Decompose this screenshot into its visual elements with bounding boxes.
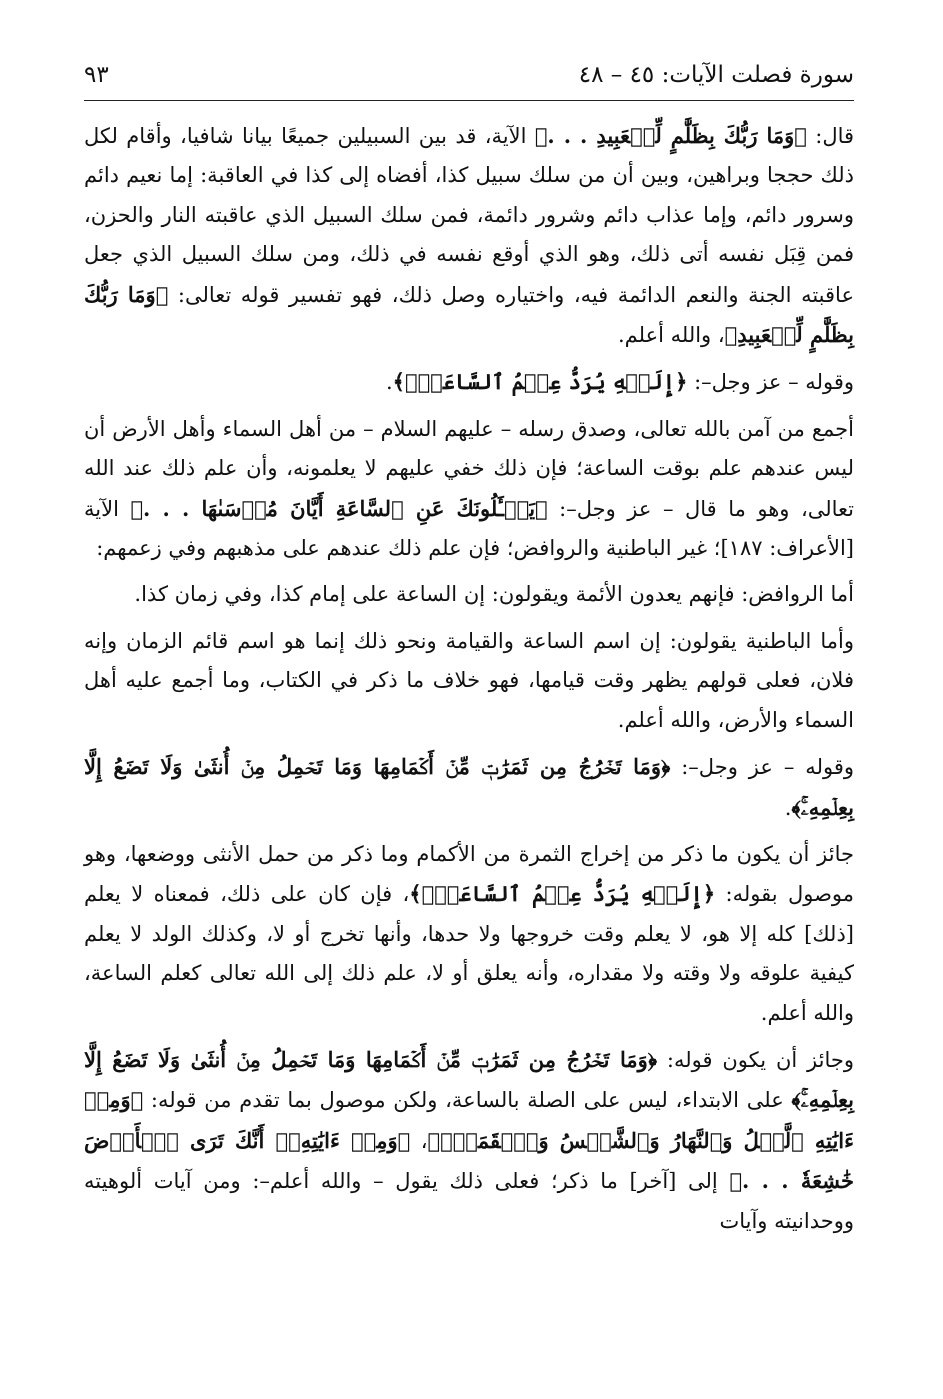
quran-quote: ﴿وَمَا تَخۡرُجُ مِن ثَمَرَٰتٖ مِّنۡ أَكۡمَامِهَا وَمَا تَحۡمِلُ مِنۡ أُنثَىٰ وَلَا تَضَعُ إِلَّا بِعِلۡمِهِۦۚ﴾ (84, 754, 854, 820)
quran-quote: ﴿وَمَا تَخۡرُجُ مِن ثَمَرَٰتٖ مِّنۡ أَكۡمَامِهَا وَمَا تَحۡمِلُ مِنۡ أُنثَىٰ وَلَا تَضَعُ إِلَّا بِعِلۡمِهِۦۚ﴾ (84, 1046, 854, 1113)
text-segment: أما الروافض: فإنهم يعدون الأئمة ويقولون: إن الساعة على إمام كذا، وفي زمان كذا. (134, 582, 854, 607)
paragraph (84, 575, 854, 614)
paragraph (84, 835, 854, 1033)
paragraph (84, 362, 854, 402)
quran-quote: ﴿وَمِنۡ ءَايَٰتِهِ ٱلَّيۡلُ وَٱلنَّهَارُ وَٱلشَّمۡسُ وَٱلۡقَمَرُۚ﴾ (84, 1087, 855, 1153)
text-segment: وقوله – عز وجل–: (687, 370, 854, 395)
text-segment: . (385, 370, 393, 395)
paragraph (84, 622, 854, 740)
page-header (84, 60, 854, 98)
paragraph (84, 410, 854, 569)
text-segment: إلى [آخر] ما ذكر؛ فعلى ذلك يقول – والله أعلم–: ومن آيات ألوهيته ووحدانيته وآيات (84, 1169, 854, 1233)
text-segment: ، (410, 1128, 428, 1153)
text-segment: وجائز أن يكون قوله: (657, 1047, 854, 1072)
quran-quote: ﴿وَمِنۡ ءَايَٰتِهِۦٓ أَنَّكَ تَرَى ٱلۡأَرۡضَ خَٰشِعَةٗ . . .﴾ (84, 1127, 854, 1194)
body-text (84, 116, 854, 1248)
text-segment: على الابتداء، ليس على الصلة بالساعة، ولكن موصول بما تقدم من قوله: (143, 1088, 792, 1113)
paragraph (84, 747, 854, 828)
text-segment: وأما الباطنية يقولون: إن اسم الساعة والقيامة ونحو ذلك إنما هو اسم قائم الزمان وإنه فلان، فعلى قولهم يظهر وقت قيامها، فهو خلاف ما ذكر في الكتاب، وما أجمع عليه أهل السماء والأرض، والله أعلم. (84, 628, 854, 732)
text-segment: قال: (806, 124, 855, 148)
quran-quote: ﴿وَمَا رَبُّكَ بِظَلَّٰمٍ لِّلۡعَبِيدِ﴾ (84, 281, 854, 348)
header-rule (84, 100, 854, 101)
quran-quote: ﴿وَمَا رَبُّكَ بِظَلَّٰمٍ لِّلۡعَبِيدِ . . .﴾ (534, 123, 807, 148)
text-segment: الآية [الأعراف: ١٨٧]؛ غير الباطنية والروافض؛ فإن علم ذلك عندهم على مذهبهم وفي زعمهم: (84, 496, 854, 561)
text-segment: ، والله أعلم. (617, 323, 725, 348)
text-segment: جائز أن يكون ما ذكر من إخراج الثمرة من الأكمام وما ذكر من حمل الأنثى ووضعها، وهو موصول بقوله: (84, 841, 855, 907)
page-number: ٩٣ (84, 62, 109, 88)
text-segment: وقوله – عز وجل–: (670, 755, 854, 780)
quran-quote: ﴿يَسۡـَٔلُونَكَ عَنِ ٱلسَّاعَةِ أَيَّانَ مُرۡسَىٰهَا . . .﴾ (130, 495, 548, 521)
quran-quote: ﴿إِلَيۡهِ يُرَدُّ عِلۡمُ ٱلسَّاعَةِۚ﴾ (392, 369, 688, 395)
text-segment: ، فإن كان على ذلك، فمعناه لا يعلم [ذلك] كله إلا هو، لا يعلم وقت خروجها ولا حدها، وأنها تخرج أو لا، وكذلك الولد لا يعلم كيفية علوقه ولا وقته ولا مقداره، وأنه يعلق أو لا، علم ذلك إلى الله تعالى كعلم الساعة، والله أعلم. (84, 882, 854, 1025)
text-segment: الآية، قد بين السبيلين جميعًا بيانا شافيا، وأقام لكل ذلك حججا وبراهين، وبين أن من سلك سبيل كذا، أفضاه إلى كذا في العاقبة: إما نعيم دائم وسرور دائم، وإما عذاب دائم وشرور دائمة، فمن سلك السبيل الذي عاقبته النار والحزن، فمن قِبَل نفسه أتى ذلك، وهو الذي أوقع نفسه في ذلك، ومن سلك السبيل الذي جعل عاقبته الجنة والنعم الدائمة فيه، واختياره وصل ذلك، فهو تفسير قوله تعالى: (84, 124, 854, 307)
paragraph (84, 1040, 854, 1241)
text-segment: . (784, 795, 792, 820)
paragraph (84, 116, 854, 355)
running-title: سورة فصلت الآيات: ٤٥ – ٤٨ (578, 62, 854, 88)
text-segment: أجمع من آمن بالله تعالى، وصدق رسله – عليهم السلام – من أهل السماء وأهل الأرض أن ليس عندهم علم بوقت الساعة؛ فإن ذلك خفي عليهم لا يعلمونه، وأن علم ذلك عند الله تعالى، وهو ما قال – عز وجل–: (84, 416, 855, 521)
quran-quote: ﴿إِلَيۡهِ يُرَدُّ عِلۡمُ ٱلسَّاعَةِۚ﴾ (409, 881, 716, 907)
